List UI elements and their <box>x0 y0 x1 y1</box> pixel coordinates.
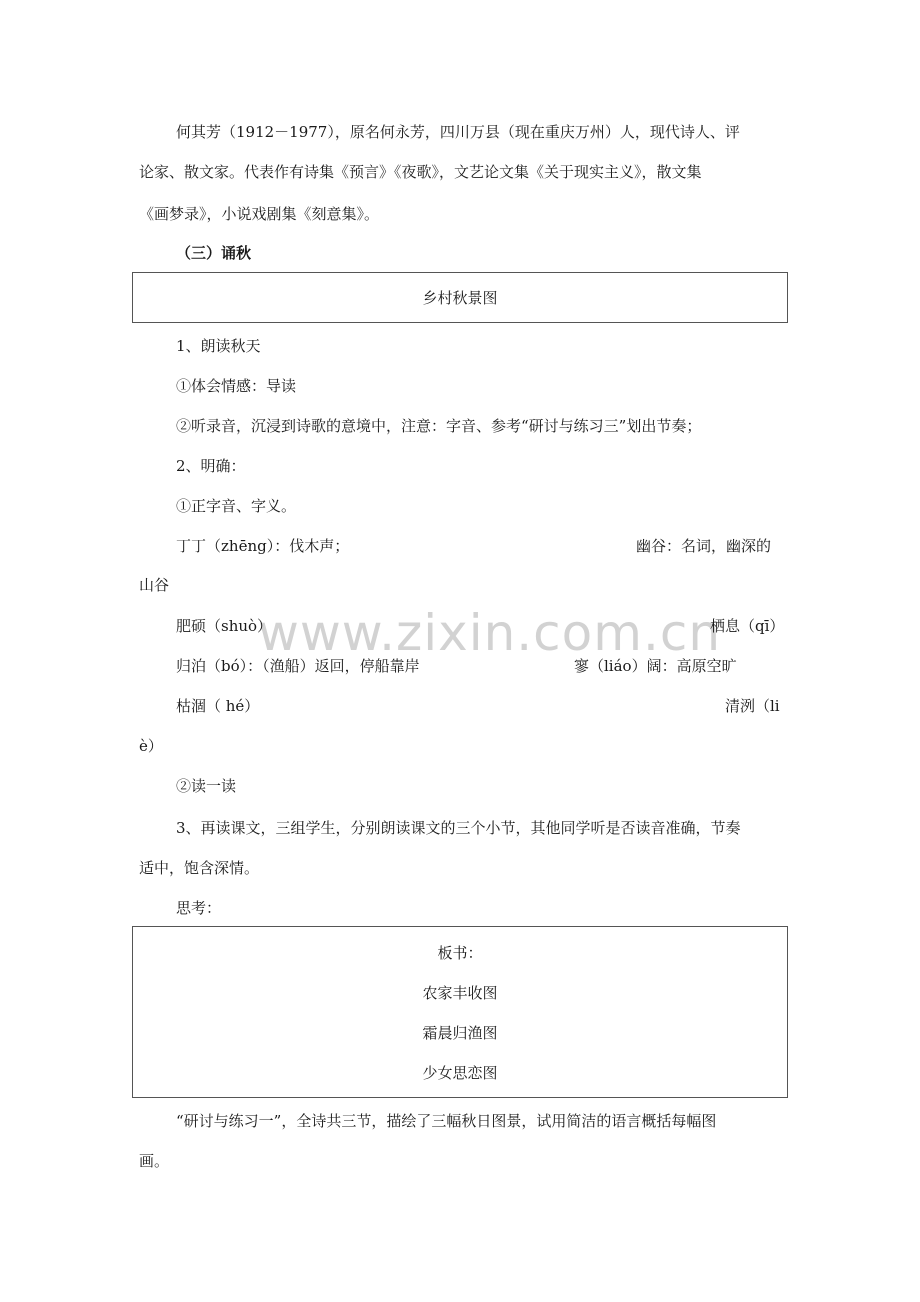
vocab-qinglie: 清洌（li <box>725 697 780 715</box>
blackboard-box <box>132 926 788 1098</box>
section-heading: （三）诵秋 <box>176 244 252 262</box>
board-item: 少女思恋图 <box>422 1064 498 1082</box>
vocab-yougu: 幽谷：名词，幽深的 <box>636 537 772 555</box>
vocab-feishuo: 肥硕（shuò） <box>176 617 273 635</box>
board-title: 板书： <box>437 944 483 962</box>
step-3-line-1: 3、再读课文，三组学生，分别朗读课文的三个小节，其他同学听是否读音准确，节奏 <box>176 819 741 837</box>
vocab-guibo: 归泊（bó）：（渔船）返回，停船靠岸 <box>176 657 420 675</box>
watermark: www.zixin.com.cn <box>258 604 722 662</box>
step-2a: ①正字音、字义。 <box>176 497 297 515</box>
vocab-dingding: 丁丁（zhēng）：伐木声； <box>176 537 350 555</box>
vocab-kuhe: 枯涸（ hé） <box>176 697 260 715</box>
step-1: 1、朗读秋天 <box>176 337 261 355</box>
board-item: 霜晨归渔图 <box>422 1024 498 1042</box>
scene-title: 乡村秋景图 <box>422 289 498 307</box>
closing-line-2: 画。 <box>139 1152 170 1170</box>
step-3-line-2: 适中，饱含深情。 <box>139 859 260 877</box>
think-label: 思考： <box>176 899 222 917</box>
vocab-yougu-cont: 山谷 <box>139 576 170 594</box>
board-item: 农家丰收图 <box>422 984 498 1002</box>
vocab-qixi: 栖息（qī） <box>710 617 785 635</box>
step-2: 2、明确： <box>176 457 246 475</box>
step-1b: ②听录音，沉浸到诗歌的意境中，注意：字音、参考“研讨与练习三”划出节奏； <box>176 417 702 435</box>
closing-line-1: “研讨与练习一”，全诗共三节，描绘了三幅秋日图景，试用简洁的语言概括每幅图 <box>176 1112 717 1130</box>
vocab-liaokuo: 寥（liáo）阔：高原空旷 <box>574 657 737 675</box>
vocab-qinglie-cont: è） <box>139 737 163 755</box>
step-1a: ①体会情感：导读 <box>176 377 297 395</box>
step-2b: ②读一读 <box>176 777 237 795</box>
scene-title-box <box>132 272 788 323</box>
intro-line-1: 何其芳（1912－1977），原名何永芳，四川万县（现在重庆万州）人，现代诗人、评 <box>176 123 740 141</box>
intro-line-2: 论家、散文家。代表作有诗集《预言》《夜歌》，文艺论文集《关于现实主义》，散文集 <box>139 163 702 181</box>
intro-line-3: 《画梦录》，小说戏剧集《刻意集》。 <box>139 205 380 223</box>
